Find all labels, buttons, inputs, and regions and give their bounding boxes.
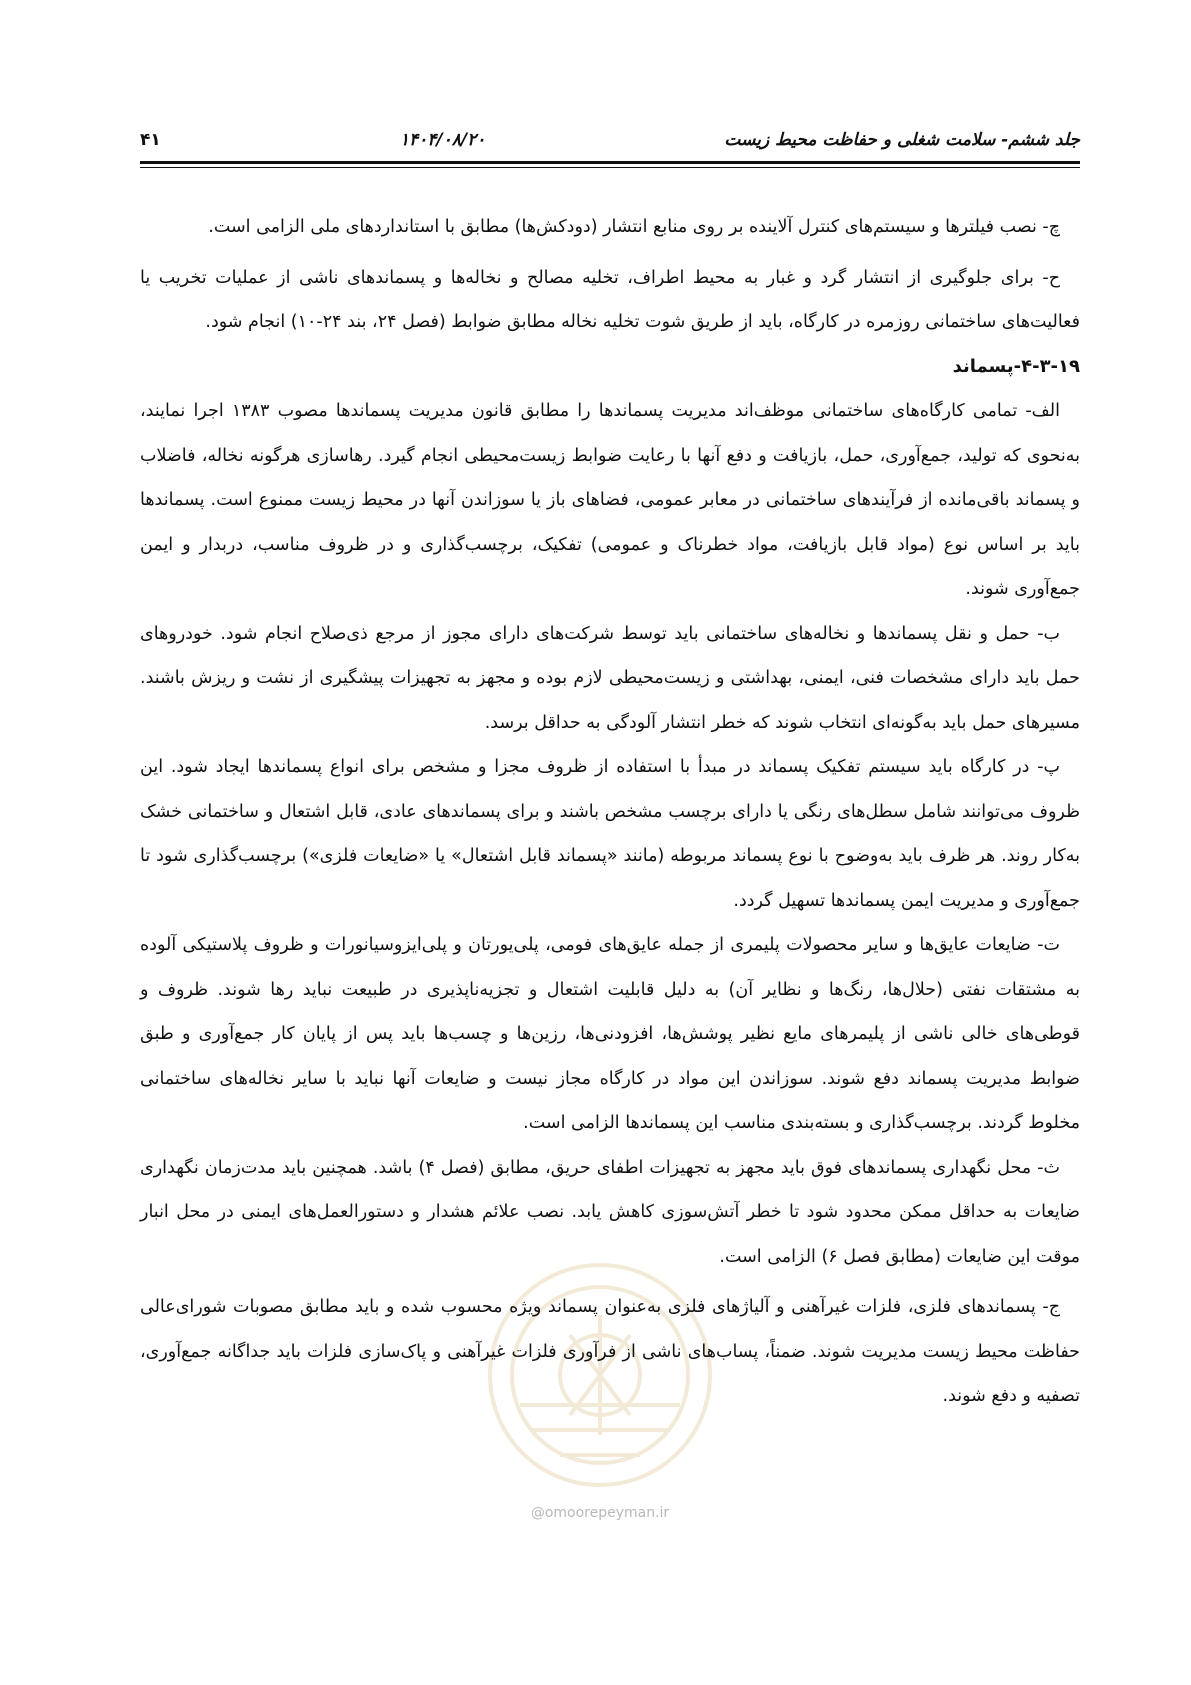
section-heading: ۴-۳-۱۹-پسماند — [952, 355, 1080, 377]
header-rule-thin — [140, 167, 1080, 168]
page-header — [140, 125, 1080, 155]
watermark-url: @omoorepeyman.ir — [530, 1505, 670, 1521]
page-number: ۴۱ — [140, 130, 161, 150]
header-date: ۱۴۰۴/۰۸/۲۰ — [399, 130, 486, 150]
header-rule-thick — [140, 161, 1080, 164]
paragraph-se: ث- محل نگهداری پسماندهای فوق باید مجهز به تجهیزات اطفای حریق، مطابق (فصل ۴) باشد. همچنین باید مدت‌زمان نگهداری ضایعات به حداقل ممکن محدود شود تا خطر آتش‌سوزی کاهش یابد. نصب علائم هشدار و دستورالعمل‌های ایمنی در محل انبار موقت این ضایعات (مطابق فصل ۶) الزامی است. — [140, 1157, 1080, 1267]
paragraph-be: ب- حمل و نقل پسماندها و نخاله‌های ساختمانی باید توسط شرکت‌های دارای مجوز از مرجع ذی‌صلاح انجام شود. خودروهای حمل باید دارای مشخصات فنی، ایمنی، بهداشتی و زیست‌محیطی لازم بوده و مجهز به تجهیزات پیشگیری از نشت و ریزش باشند. مسیرهای حمل باید به‌گونه‌ای انتخاب شوند که خطر انتشار آلودگی به حداقل برسد. — [140, 623, 1080, 733]
header-title: جلد ششم- سلامت شغلی و حفاظت محیط زیست — [724, 130, 1080, 150]
page-body — [140, 205, 1080, 1419]
paragraph-te: ت- ضایعات عایق‌ها و سایر محصولات پلیمری از جمله عایق‌های فومی، پلی‌یورتان و پلی‌ایزوسیانورات و ظروف پلاستیکی آلوده به مشتقات نفتی (حلال‌ها، رنگ‌ها و نظایر آن) به دلیل قابلیت اشتعال و تجزیه‌ناپذیری در طبیعت نباید رها شوند. ظروف و قوطی‌های خالی ناشی از پلیمرهای مایع نظیر پوشش‌ها، افزودنی‌ها، رزین‌ها و چسب‌ها باید پس از پایان کار جمع‌آوری و طبق ضوابط مدیریت پسماند دفع شوند. سوزاندن این مواد در کارگاه مجاز نیست و ضایعات آنها نباید با سایر نخاله‌های ساختمانی مخلوط گردند. برچسب‌گذاری و بسته‌بندی مناسب این پسماندها الزامی است. — [140, 935, 1080, 1133]
paragraph-jim: ج- پسماندهای فلزی، فلزات غیرآهنی و آلیاژهای فلزی به‌عنوان پسماند ویژه محسوب شده و باید مطابق مصوبات شورای‌عالی حفاظت محیط زیست مدیریت شوند. ضمناً، پساب‌های ناشی از فرآوری فلزات غیرآهنی و پاک‌سازی فلزات باید جداگانه جمع‌آوری، تصفیه و دفع شوند. — [140, 1297, 1080, 1406]
paragraph-pe: پ- در کارگاه باید سیستم تفکیک پسماند در مبدأ با استفاده از ظروف مجزا و مشخص برای انواع پسماندها ایجاد شود. این ظروف می‌توانند شامل سطل‌های رنگی یا دارای برچسب مشخص باشند و برای پسماندهای عادی، قابل اشتعال و ساختمانی خشک به‌کار روند. هر ظرف باید به‌وضوح با نوع پسماند مربوطه (مانند «پسماند قابل اشتعال» یا «ضایعات فلزی») برچسب‌گذاری شود تا جمع‌آوری و مدیریت ایمن پسماندها تسهیل گردد. — [140, 757, 1080, 911]
paragraph-alef: الف- تمامی کارگاه‌های ساختمانی موظف‌اند مدیریت پسماندها را مطابق قانون مدیریت پسماندها مصوب ۱۳۸۳ اجرا نمایند، به‌نحوی که تولید، جمع‌آوری، حمل، بازیافت و دفع آنها با رعایت ضوابط زیست‌محیطی انجام گیرد. رهاسازی هرگونه نخاله، فاضلاب و پسماند باقی‌مانده از فرآیندهای ساختمانی در معابر عمومی، فضاهای باز یا سوزاندن آنها در محیط زیست ممنوع است. پسماندها باید بر اساس نوع (مواد قابل بازیافت، مواد خطرناک و عمومی) تفکیک، برچسب‌گذاری و در ظروف مناسب، دربدار و ایمن جمع‌آوری شوند. — [140, 401, 1080, 599]
paragraph-che: چ- نصب فیلترها و سیستم‌های کنترل آلاینده بر روی منابع انتشار (دودکش‌ها) مطابق با استانداردهای ملی الزامی است. — [208, 217, 1060, 237]
paragraph-he: ح- برای جلوگیری از انتشار گرد و غبار به محیط اطراف، تخلیه مصالح و نخاله‌ها و پسماندهای ناشی از عملیات تخریب یا فعالیت‌های ساختمانی روزمره در کارگاه، باید از طریق شوت تخلیه نخاله مطابق ضوابط (فصل ۲۴، بند ۲۴-۱۰) انجام شود. — [140, 267, 1080, 332]
